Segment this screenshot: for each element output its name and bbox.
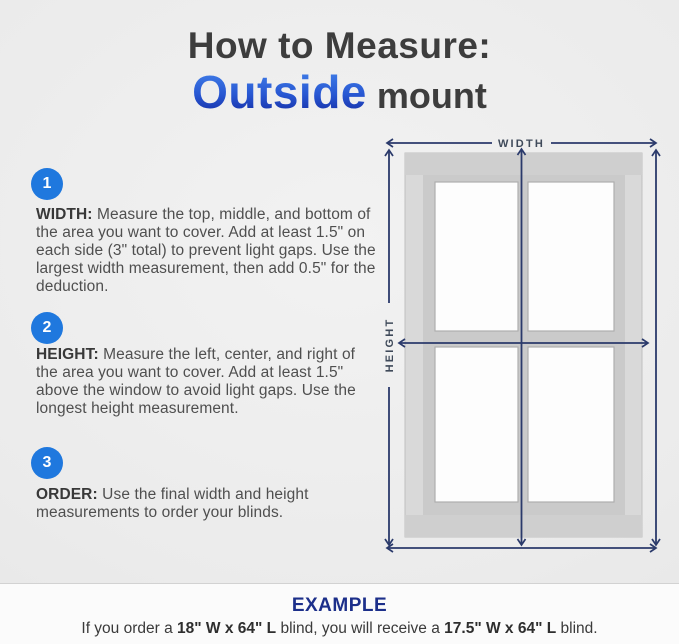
window-pane-top-right [528,182,614,331]
step-1-body: Measure the top, middle, and bottom of the area you want to cover. Add at least 1.5" on each side (3" total) to prevent light gaps. Use the largest width measurement, then add 0.5" for the deduction. [36,206,376,295]
width-arrow-label: WIDTH [497,138,546,150]
step-2-badge: 2 [31,312,63,344]
example-seg-3: blind, you will receive a [276,620,445,637]
step-1-badge: 1 [31,168,63,200]
window-head-trim [405,153,642,175]
step-1-label: WIDTH: [36,206,93,223]
subtitle-rest: mount [376,75,487,116]
example-heading: EXAMPLE [291,595,388,616]
window-pane-bottom-right [528,347,614,502]
example-text [0,620,679,638]
window-pane-top-left [435,182,518,331]
step-3-badge: 3 [31,447,63,479]
height-arrow-label: HEIGHT [384,317,396,373]
example-ordered-size: 18" W x 64" L [177,620,277,637]
window-illustration [405,153,642,537]
subtitle-accent: Outside [192,66,367,118]
step-2-label: HEIGHT: [36,346,99,363]
step-2-body: Measure the left, center, and right of the area you want to cover. Add at least 1.5" above the window to avoid light gaps. Use the longest height measurement. [36,346,356,417]
example-seg-5: blind. [556,620,598,637]
step-3-body: Use the final width and height measurements to order your blinds. [36,486,309,521]
example-received-size: 17.5" W x 64" L [444,620,557,637]
example-section [0,583,679,644]
page-title: How to Measure: [187,25,492,66]
step-3-label: ORDER: [36,486,98,503]
window-sill [405,515,642,537]
example-seg-1: If you order a [81,620,178,637]
window-pane-bottom-left [435,347,518,502]
